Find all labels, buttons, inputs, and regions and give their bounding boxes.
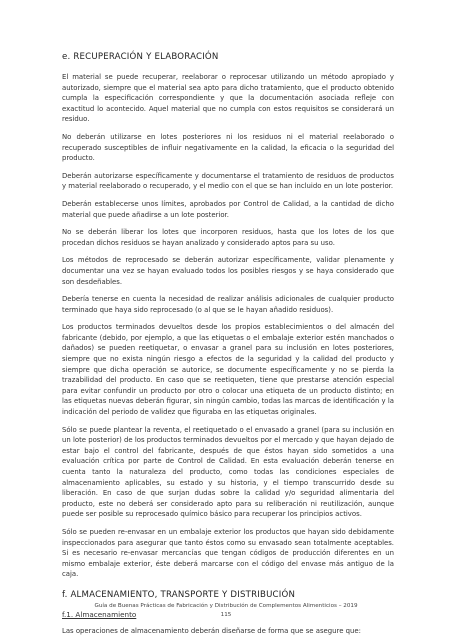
section-e-heading: e. RECUPERACIÓN Y ELABORACIÓN [62,52,219,62]
paragraph: No se deberán liberar los lotes que incorporen residuos, hasta que los lotes de los que procedan dichos residuos se hayan analizado y considerado aptos para su uso. [62,228,394,247]
paragraph: Sólo se pueden re-envasar en un embalaje exterior los productos que hayan sido debidamente inspeccionados para asegurar que tanto éstos como su envasado sean totalmente aceptables. Si es necesario re-envasar mercancías que tengan códigos de producción diferentes en un mismo embalaje exterior, éste deberá marcarse con el código del envase más antiguo de la caja. [62,527,394,579]
paragraph: Deberán establecerse unos límites, aprobados por Control de Calidad, a la cantidad de dicho material que puede añadirse a un lote posterior. [62,199,394,219]
paragraph: Los métodos de reprocesado se deberán autorizar específicamente, validar plenamente y documentar una vez se hayan evaluado todos los posibles riesgos y se haya considerado que son desdeñables. [62,256,394,286]
footer-title: Guía de Buenas Prácticas de Fabricación y Distribución de Complementos Alimenticios – 2019 [94,603,358,609]
subsection-heading: f.1. Almacenamiento [62,609,137,619]
page-content [62,52,394,644]
paragraph: Sólo se puede plantear la reventa, el reetiquetado o el envasado a granel (para su inclusión en un lote posterior) de los productos terminados devueltos por el mercado y que hayan dejado de estar bajo el control del fabricante, después de que éstos hayan sido sometidos a una evaluación crítica por parte de Control de Calidad. En esta evaluación deberán tenerse en cuenta tanto la naturaleza del producto, como todas las condiciones especiales de almacenamiento aplicables, su estado y su historia, y el tiempo transcurrido desde su liberación. En caso de que surjan dudas sobre la calidad y/o seguridad alimentaria del producto, este no deberá ser considerado apto para su reliberación ni reutilización, aunque puede ser posible su reprocesado químico básico para recuperar los principios activos. [62,425,394,519]
paragraph: El material se puede recuperar, reelaborar o reprocesar utilizando un método apropiado y autorizado, siempre que el material sea apto para dicho tratamiento, que el producto obtenido cumpla la especificación correspondiente y que la documentación asociada refleje con exactitud lo acontecido. Aquel material que no cumpla con estos requisitos se considerará un residuo. [62,73,394,124]
paragraph: Deberán autorizarse específicamente y documentarse el tratamiento de residuos de productos y material reelaborado o recuperado, y el medio con el que se han incluido en un lote posterior. [62,171,394,191]
page-number: 115 [220,612,232,618]
paragraph: Debería tenerse en cuenta la necesidad de realizar análisis adicionales de cualquier producto terminado que haya sido reprocesado (o al que se le hayan añadido residuos). [62,295,394,314]
paragraph: No deberán utilizarse en lotes posteriores ni los residuos ni el material reelaborado o recuperado susceptibles de influir negativamente en la calidad, la eficacia o la seguridad del producto. [62,132,394,163]
paragraph: Los productos terminados devueltos desde los propios establecimientos o del almacén del fabricante (debido, por ejemplo, a que las etiquetas o el embalaje exterior estén manchados o dañados) se pueden reetiquetar, o envasar a granel para su inclusión en lotes posteriores, siempre que no exista ningún riesgo a efectos de la seguridad y la calidad del producto y siempre que dicha operación se autorice, se documente específicamente y no se pierda la trazabilidad del producto. En caso que se reetiqueten, tiene que prestarse atención especial para evitar confundir un producto por otro o colocar una etiqueta de un producto distinto; en las etiquetas nuevas deberán figurar, sin ningún cambio, todas las marcas de identificación y la indicación del periodo de validez que figuraba en las etiquetas originales. [62,323,394,417]
section-f-heading: f. ALMACENAMIENTO, TRANSPORTE Y DISTRIBUCIÓN [62,589,296,600]
page-footer [0,602,452,620]
paragraph: Las operaciones de almacenamiento deberán diseñarse de forma que se asegure que: [62,626,361,635]
